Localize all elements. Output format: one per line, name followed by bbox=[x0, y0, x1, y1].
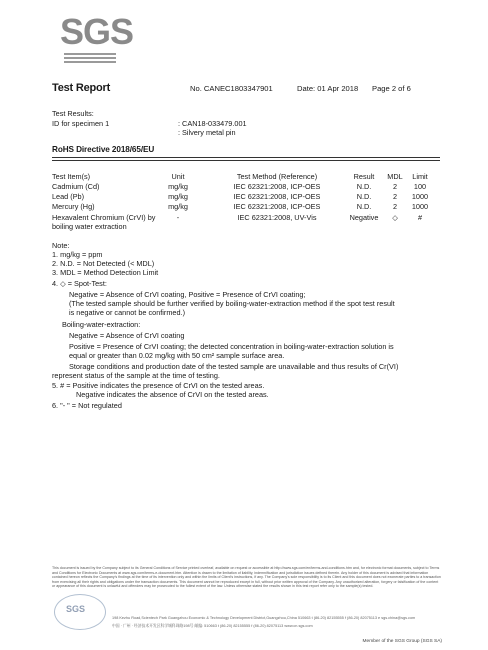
table-cell: Hexavalent Chromium (CrVI) by bbox=[52, 213, 156, 222]
note-line: equal or greater than 0.02 mg/kg with 50 cm² sample surface area. bbox=[69, 351, 285, 360]
note-line: is negative or cannot be confirmed.) bbox=[69, 308, 186, 317]
sgs-logo-text: SGS bbox=[60, 11, 134, 52]
results-heading: Test Results: bbox=[52, 109, 94, 118]
divider bbox=[52, 160, 440, 161]
table-cell: IEC 62321:2008, ICP-OES bbox=[233, 192, 321, 201]
table-cell: mg/kg bbox=[168, 192, 188, 201]
legal-disclaimer: This document is issued by the Company subject to its General Conditions of Service printed overleaf, available on request or accessible at http://www.sgs.com/en/terms-and-conditions.htm and, for electronic format documents, subject to Terms and Conditions for Electronic Documents at www.sgs.com/terms-e-document.htm. Attention is drawn to the limitation of liability, indemnification and jurisdiction issues defined therein. Any holder of this document is advised that information contained hereon reflects the Company's findings at the time of its intervention only and within the limits of Client's instructions, if any. The Company's sole responsibility is to its Client and this document does not exonerate parties to a transaction from exercising all their rights and obligations under the transaction documents. This document cannot be reproduced except in full, without prior written approval of the Company. Any unauthorized alteration, forgery or falsification of the content or appearance of this document is unlawful and offenders may be prosecuted to the fullest extent of the law. Unless otherwise stated the results shown in this test report refer only to the sample(s) tested. bbox=[52, 566, 441, 589]
address-chinese: 中国 · 广州 · 经济技术开发区科学城科珠路198号 邮编: 510663 t (86-20) 82155555 f (86-20) 82075113 www.cn.sgs.com bbox=[112, 624, 313, 628]
table-cell: 2 bbox=[392, 192, 398, 201]
table-cell: N.D. bbox=[356, 192, 372, 201]
note-line: 5. # = Positive indicates the presence of CrVI on the tested areas. bbox=[52, 381, 265, 390]
table-cell: boiling water extraction bbox=[52, 222, 127, 231]
note-line: 3. MDL = Method Detection Limit bbox=[52, 268, 159, 277]
column-header: Limit bbox=[412, 172, 428, 181]
report-number: No. CANEC1803347901 bbox=[190, 84, 273, 93]
seal-text: SGS bbox=[66, 604, 86, 614]
table-cell: ◇ bbox=[392, 213, 398, 222]
note-line: Negative indicates the absence of CrVI on the tested areas. bbox=[76, 390, 269, 399]
note-line: Note: bbox=[52, 241, 70, 250]
note-line: represent status of the sample at the time of testing. bbox=[52, 371, 220, 380]
specimen-label: ID for specimen 1 bbox=[52, 119, 110, 128]
rohs-heading: RoHS Directive 2018/65/EU bbox=[52, 145, 155, 154]
table-cell: 2 bbox=[392, 182, 398, 191]
note-line: Negative = Absence of CrVI coating, Positive = Presence of CrVI coating; bbox=[69, 290, 306, 299]
note-line: Positive = Presence of CrVI coating; the detected concentration in boiling-water-extraction solution is bbox=[69, 342, 394, 351]
note-line: Negative = Absence of CrVI coating bbox=[69, 331, 185, 340]
column-header: Result bbox=[353, 172, 375, 181]
table-cell: Cadmium (Cd) bbox=[52, 182, 100, 191]
specimen-id: : CAN18-033479.001 bbox=[178, 119, 247, 128]
page-number: Page 2 of 6 bbox=[372, 84, 411, 93]
table-cell: 100 bbox=[413, 182, 427, 191]
sgs-logo bbox=[60, 11, 134, 64]
table-cell: mg/kg bbox=[168, 202, 188, 211]
table-cell: 2 bbox=[392, 202, 398, 211]
report-title: Test Report bbox=[52, 82, 111, 94]
note-line: Boiling-water-extraction: bbox=[62, 320, 141, 329]
table-cell: Lead (Pb) bbox=[52, 192, 85, 201]
note-line: 2. N.D. = Not Detected (< MDL) bbox=[52, 259, 155, 268]
note-line: (The tested sample should be further verified by boiling-water-extraction method if the spot test result bbox=[69, 299, 395, 308]
report-date: Date: 01 Apr 2018 bbox=[297, 84, 359, 93]
table-cell: IEC 62321:2008, ICP-OES bbox=[233, 202, 321, 211]
divider bbox=[52, 157, 440, 158]
table-cell: IEC 62321:2008, ICP-OES bbox=[233, 182, 321, 191]
note-line: 6. "- " = Not regulated bbox=[52, 401, 122, 410]
sgs-logo-bars bbox=[64, 53, 116, 65]
specimen-description: : Silvery metal pin bbox=[178, 128, 236, 137]
table-cell: Negative bbox=[349, 213, 379, 222]
table-cell: N.D. bbox=[356, 202, 372, 211]
column-header: Test Item(s) bbox=[52, 172, 91, 181]
table-cell: mg/kg bbox=[168, 182, 188, 191]
table-cell: N.D. bbox=[356, 182, 372, 191]
column-header: Test Method (Reference) bbox=[236, 172, 318, 181]
note-line: Storage conditions and production date of the tested sample are unavailable and thus results of Cr(VI) bbox=[69, 362, 399, 371]
table-cell: # bbox=[417, 213, 423, 222]
table-cell: IEC 62321:2008, UV-Vis bbox=[237, 213, 317, 222]
table-cell: 1000 bbox=[411, 202, 429, 211]
column-header: MDL bbox=[387, 172, 403, 181]
table-cell: - bbox=[176, 213, 180, 222]
member-text: Member of the SGS Group (SGS SA) bbox=[362, 639, 442, 644]
address-english: 198 Kezhu Road,Scientech Park Guangzhou Economic & Technology Development District,Guangzhou,China 510663 t (86-20) 82155555 f (86-20) 82075113 e sgs.china@sgs.com bbox=[112, 616, 416, 620]
note-line: 1. mg/kg = ppm bbox=[52, 250, 103, 259]
table-cell: 1000 bbox=[411, 192, 429, 201]
table-cell: Mercury (Hg) bbox=[52, 202, 95, 211]
note-line: 4. ◇ = Spot-Test: bbox=[52, 279, 107, 288]
column-header: Unit bbox=[171, 172, 185, 181]
